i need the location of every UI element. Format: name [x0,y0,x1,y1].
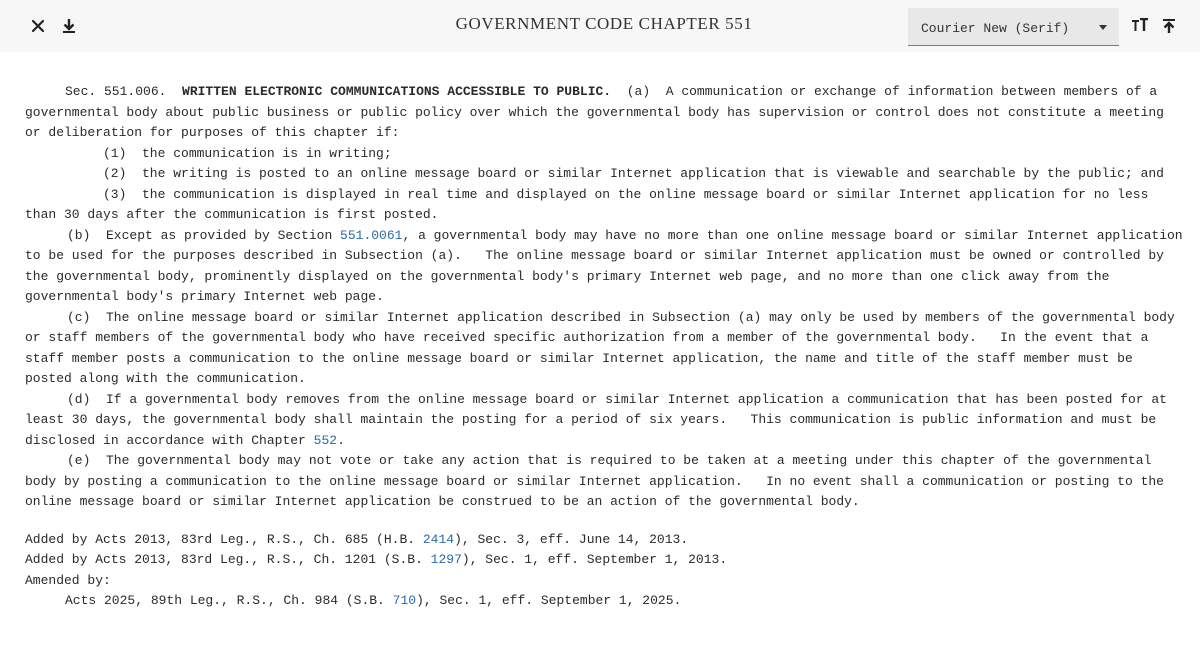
amended-by-label: Amended by: [25,572,111,588]
history-text: Added by Acts 2013, 83rd Leg., R.S., Ch. 685 (H.B. [25,531,423,547]
history-text: Added by Acts 2013, 83rd Leg., R.S., Ch. 1201 (S.B. [25,552,431,567]
history-text: ), Sec. 3, eff. June 14, 2013. [454,531,689,547]
subsection-a [25,82,1187,144]
section-number: Sec. 551.006. [65,84,167,99]
history-text: ), Sec. 1, eff. September 1, 2013. [461,552,728,567]
subsection-d [25,390,1187,452]
scroll-top-icon[interactable] [1157,14,1181,38]
subsection-d-text-rest: . [337,432,345,448]
paragraph-a2 [25,164,1187,185]
bill-link-sb-1297[interactable]: 1297 [430,552,462,567]
subsection-b-text: (b) Except as provided by Section [67,227,341,243]
subsection-c-text: (c) The online message board or similar Internet application described in Subsection (a) may only be used by members of the governmental body or staff members of the governmental body who have received specific authorization from a member of the governmental body. In the event that a staff member posts a communication to the online message board or similar Internet application, the name and title of the staff member must be posted along with the communication. [25,309,1183,386]
chapter-link-552[interactable]: 552 [313,432,338,448]
section-heading: WRITTEN ELECTRONIC COMMUNICATIONS ACCESSIBLE TO PUBLIC. [182,84,612,99]
chevron-down-icon [1099,25,1107,30]
subsection-b-text-rest: , a governmental body may have no more than one online message board or similar Internet application to be used for the purposes described in Subsection (a). The online message board or similar Internet application must be owned or controlled by the governmental body, prominently displayed on the governmental body's primary Internet web page, and no more than one click away from the governmental body's primary Internet web page. [25,227,1191,304]
subsection-d-text: (d) If a governmental body removes from the online message board or similar Internet application a communication that has been posted for at least 30 days, the governmental body shall maintain the posting for a period of six years. This communication is public information and must be disclosed in accordance with Chapter [25,391,1175,448]
history-line-3 [25,591,1187,612]
history-text: ), Sec. 1, eff. September 1, 2025. [416,593,682,608]
paragraph-a1-text: (1) the communication is in writing; [103,145,392,161]
toolbar [0,0,1200,52]
paragraph-a1 [25,144,1187,165]
font-family-select[interactable] [908,8,1119,46]
history-line-2 [25,550,1187,571]
paragraph-a3 [25,185,1187,226]
subsection-c [25,308,1187,390]
statute-content [25,82,1191,612]
subsection-a-text: (a) A communication or exchange of information between members of a governmental body about public business or public policy over which the governmental body has supervision or control does not constitute a meeting or deliberation for purposes of this chapter if: [25,84,1172,140]
bill-link-sb-710[interactable]: 710 [392,593,417,608]
text-size-icon[interactable] [1128,14,1152,38]
bill-link-hb-2414[interactable]: 2414 [422,531,455,547]
subsection-e-text: (e) The governmental body may not vote or take any action that is required to be taken at a meeting under this chapter of the governmental body by posting a communication to the online message board or similar Internet application. In no event shall a communication or posting to the online message board or similar Internet application be construed to be an action of the governmental body. [25,453,1172,509]
font-select-value: Courier New (Serif) [921,21,1070,36]
paragraph-a3-text: (3) the communication is displayed in real time and displayed on the online message board or similar Internet application for no less than 30 days after the communication is first posted. [25,186,1157,222]
subsection-b [25,226,1191,308]
history-line-1 [25,530,1187,551]
paragraph-a2-text: (2) the writing is posted to an online message board or similar Internet application that is viewable and searchable by the public; and [103,166,1164,181]
document-title: GOVERNMENT CODE CHAPTER 551 [455,14,753,33]
section-link-551-0061[interactable]: 551.0061 [340,227,403,243]
history-text: Acts 2025, 89th Leg., R.S., Ch. 984 (S.B. [65,593,393,608]
subsection-e [25,451,1187,513]
